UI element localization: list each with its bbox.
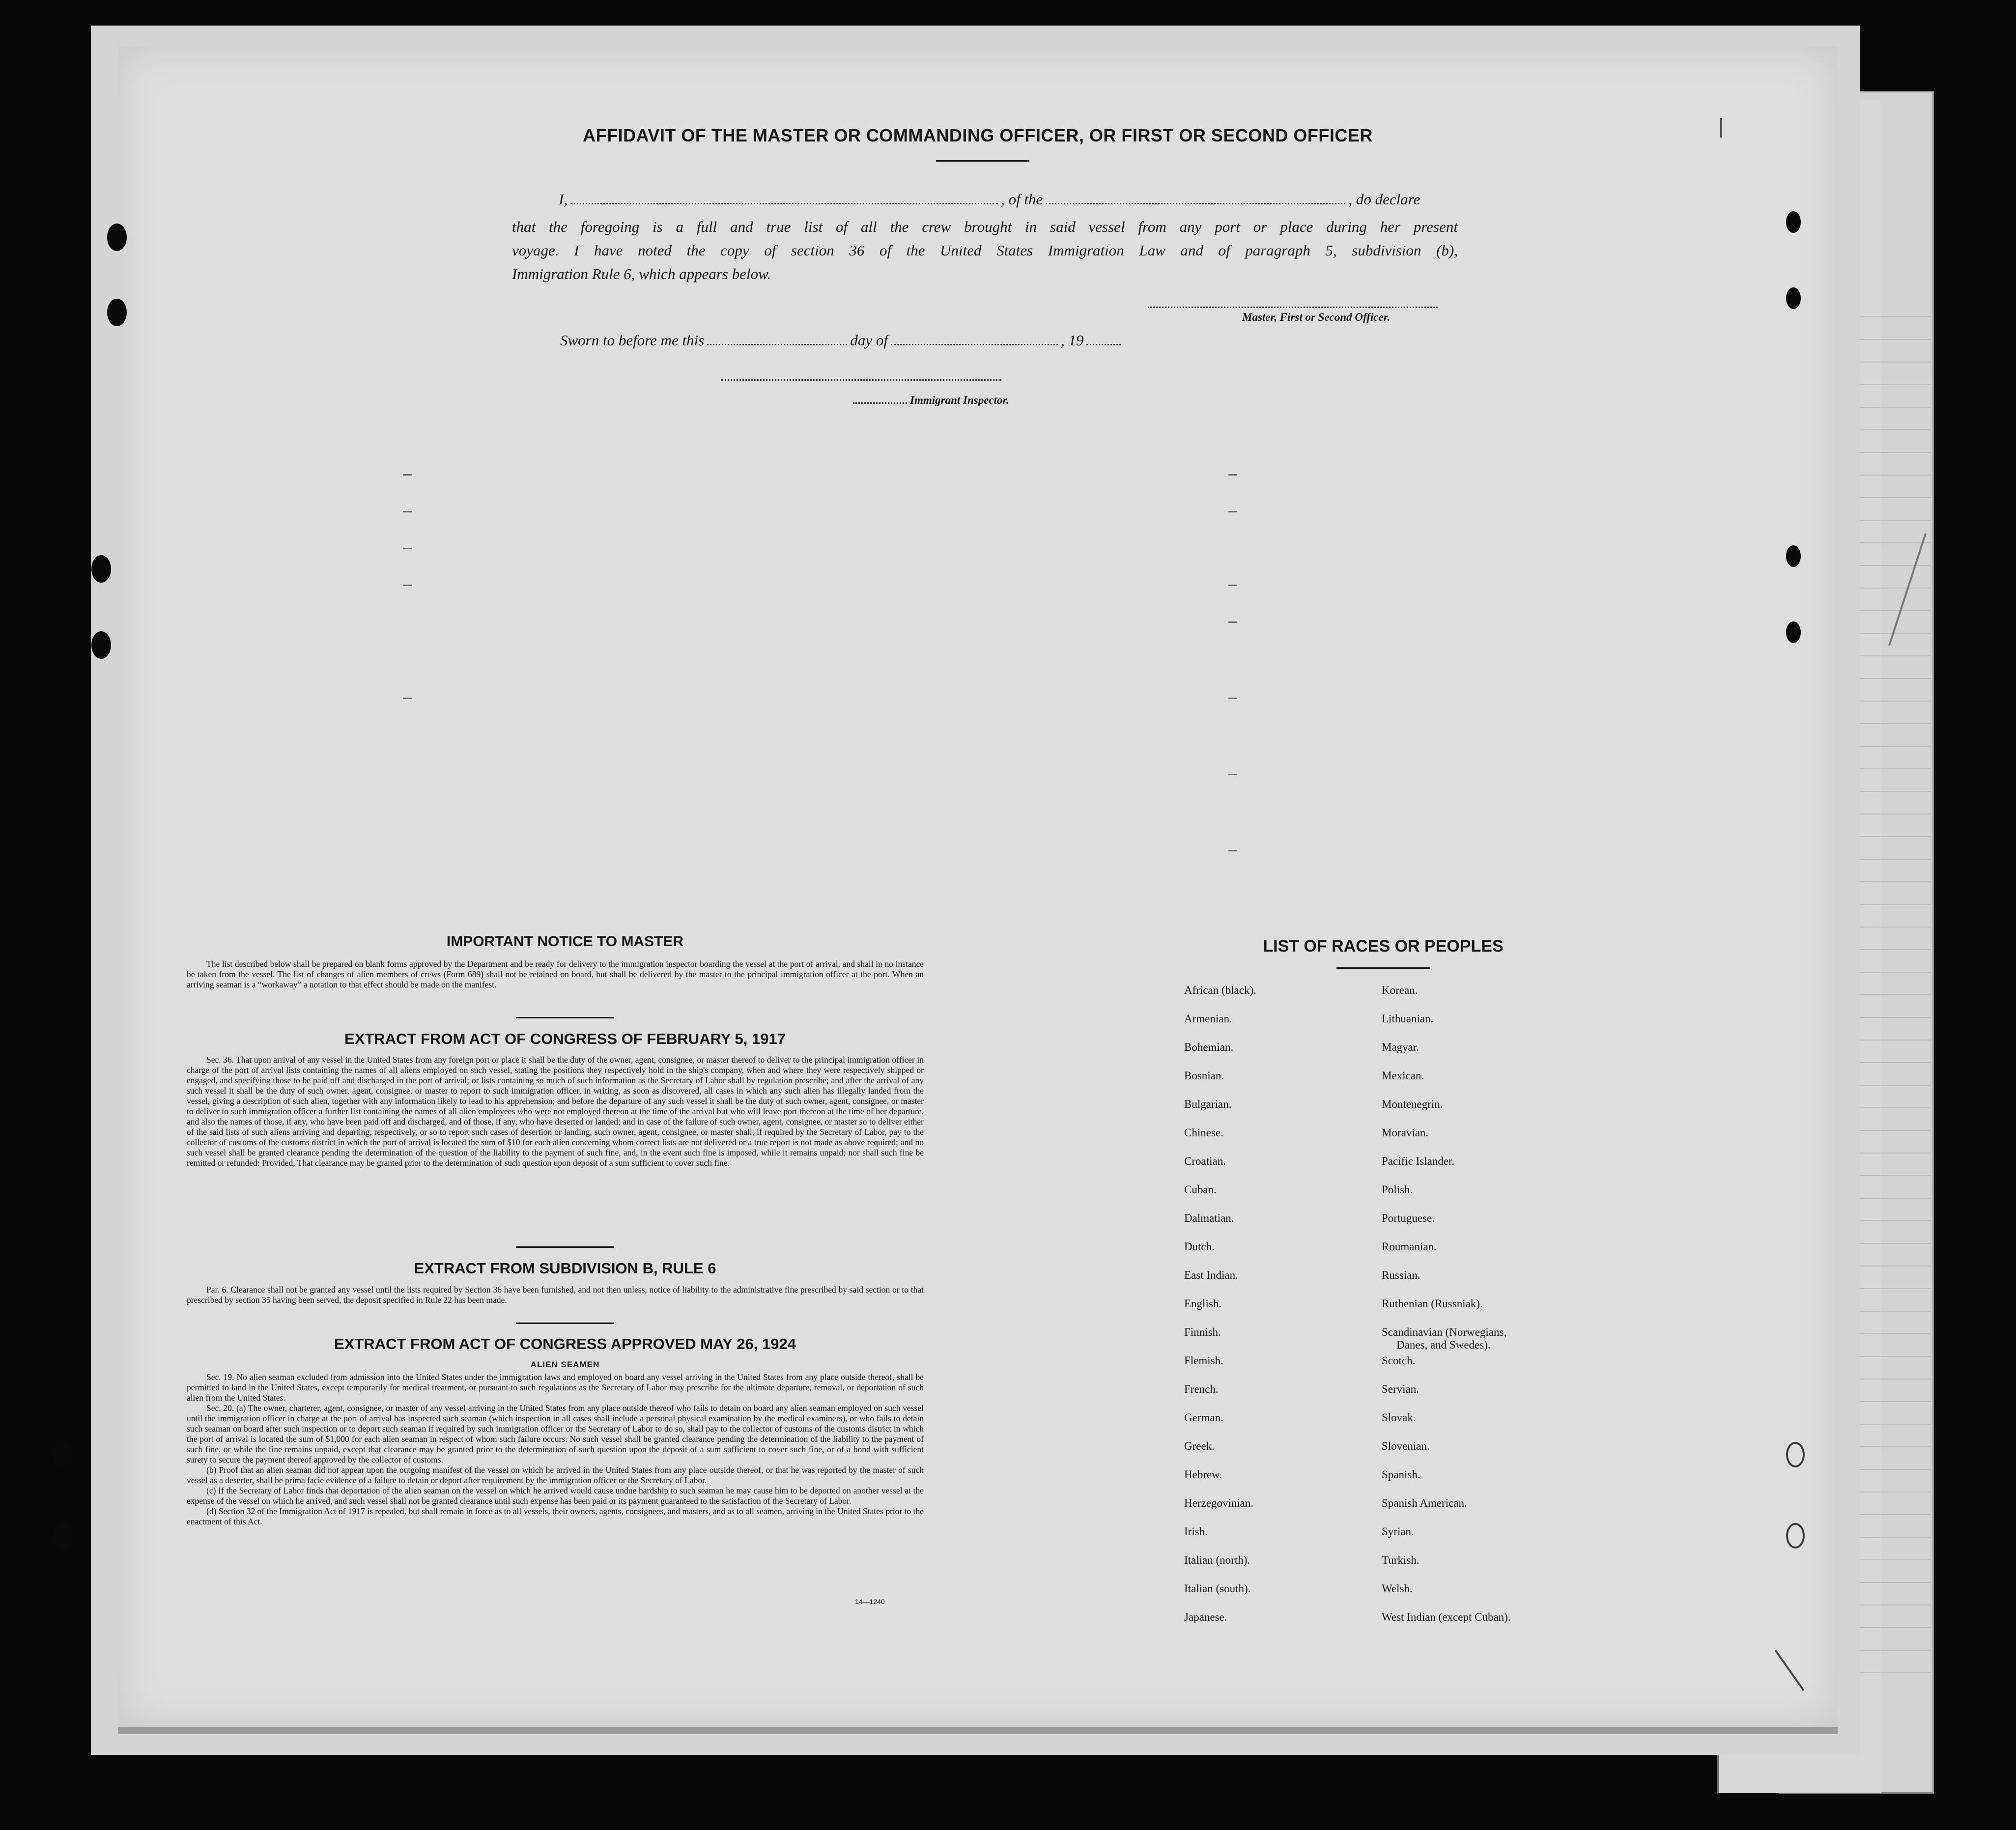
race-item: Dutch. [1184,1240,1215,1253]
rule6-paragraph: Par. 6. Clearance shall not be granted any vessel until the lists required by Section 36 have been furnished, and not then unless, notice of liability to the administrative fine prescribed by said section or to that prescribed by section 35 having been served, the deposit specified in Rule 22 has been made. [187,1285,924,1305]
race-item: Finnish. [1184,1326,1221,1338]
section-rule [516,1323,614,1324]
binder-hole [1786,1523,1805,1548]
page-bottom-edge [118,1727,1838,1734]
notice-paragraph: The list described below shall be prepared on blank forms approved by the Department and be ready for delivery to the immigration inspector boarding the vessel at the port of arrival, and shall in no instance be taken from the vessel. The list of changes of alien members of crews (Form 689) shall not be retained on board, but shall be delivered by the master to the principal immigration officer at the port. When an arriving seaman is a “workaway” a notation to that effect should be made on the manifest. [187,959,924,989]
sec-20b-paragraph: (b) Proof that an alien seaman did not appear upon the outgoing manifest of the vessel on which he arrived in the United States from any place outside thereof, or that he was reported by the master of such vessel as a deserter, shall be prima facie evidence of a failure to detain or deport after requirement by the immigration officer or the Secretary of Labor. [187,1465,924,1485]
binder-hole [1786,211,1801,233]
race-item: Portuguese. [1382,1212,1435,1224]
race-item: Scotch. [1382,1354,1416,1367]
race-item: Armenian. [1184,1013,1232,1025]
bleed-mark [1228,774,1237,775]
race-item: Italian (north). [1184,1554,1250,1566]
race-item: Hebrew. [1184,1468,1222,1481]
notice-text [187,959,924,990]
sworn-year-field[interactable] [1086,342,1121,345]
bleed-mark [1228,621,1237,623]
binder-hole [1786,287,1801,309]
race-item: French. [1184,1383,1219,1395]
races-title: LIST OF RACES OR PEOPLES [1263,937,1504,956]
binder-hole [91,631,111,659]
vessel-name-field[interactable] [1046,201,1345,204]
binder-hole [1786,621,1801,643]
sec-19-paragraph: Sec. 19. No alien seaman excluded from admission into the United States under the immigration laws and employed on board any vessel arriving in the United States from any place outside thereof, shall be permitted to land in the United States, except temporarily for medical treatment, or pursuant to such regulations as the Secretary of Labor may prescribe for the ultimate departure, removal, or deportation of such alien from the United States. [187,1372,924,1403]
sec-20d-paragraph: (d) Section 32 of the Immigration Act of 1917 is repealed, but shall remain in force as to all vessels, their owners, agents, consignees, and masters, and as to all seamen, arriving in the United States prior to the enactment of this Act. [187,1506,924,1526]
race-item: East Indian. [1184,1269,1238,1281]
section-rule [516,1017,614,1018]
extract-1917-title: EXTRACT FROM ACT OF CONGRESS OF FEBRUARY 5, 1917 [344,1030,786,1047]
inspector-signature-lead [853,400,907,404]
sworn-month-field[interactable] [891,342,1058,345]
races-title-rule [1336,967,1430,969]
race-item: Scandinavian (Norwegians, [1382,1326,1507,1338]
race-item: Montenegrin. [1382,1098,1443,1110]
race-item: Dalmatian. [1184,1212,1234,1224]
race-item: Welsh. [1382,1582,1413,1595]
race-item: Danes, and Swedes). [1396,1339,1491,1351]
race-item: Ruthenian (Russniak). [1382,1297,1483,1310]
alien-seamen-subtitle: ALIEN SEAMEN [530,1360,600,1369]
pen-mark [1720,118,1722,138]
race-item: Roumanian. [1382,1240,1437,1253]
inspector-signature-field[interactable] [721,377,1001,381]
affidavit-body [512,215,1458,286]
affidavit-declaration-line [559,191,1420,208]
year-label: , 19 [1060,332,1084,349]
race-item: Slovenian. [1382,1440,1430,1452]
bleed-mark [1228,474,1237,476]
race-item: Spanish. [1382,1468,1420,1481]
bleed-mark [403,585,412,586]
affidavit-text-line: that the foregoing is a full and true list of all the crew brought in said vessel from any port or place during her present [512,218,1458,235]
section-36-paragraph: Sec. 36. That upon arrival of any vessel in the United States from any foreign port or place it shall be the duty of the owner, agent, consignee, or master thereof to deliver to the principal immigration officer in charge of the port of arrival lists containing the names of all aliens employed on such vessel, stating the positions they respectively hold in the ship's company, when and where they were respectively shipped or engaged, and specifying those to be paid off and discharged in the port of arrival; or lists containing so much of such information as the Secretary of Labor shall by regulation prescribe; and after the arrival of any such vessel it shall be the duty of such owner, agent, consignee, or master to report to such immigration officer, in writing, as soon as discovered, all cases in which any such alien has illegally landed from the vessel, giving a description of such alien, together with any information likely to lead to his apprehension; and before the departure of any such vessel it shall be the duty of such owner, agent, consignee, or master to deliver to such immigration officer a further list containing the names of all alien employees who were not employed thereon at the time of the arrival but who will leave port thereon at the time of her departure, and also the names of those, if any, who have been paid off and discharged, and of those, if any, who have deserted or landed; and in case of the failure of such owner, agent, consignee, or master so to deliver either of the said lists of such aliens arriving and departing, respectively, or so to report such cases of desertion or landing, such owner, agent, consignee, or master shall, if required by the Secretary of Labor, pay to the collector of customs of the customs district in which the port of arrival is located the sum of $10 for each alien concerning whom correct lists are not delivered or a true report is not made as above required; and no such vessel shall be granted clearance pending the determination of the question of the liability to the payment of such fine, and, in the event such fine is imposed, while it remains unpaid; nor shall such fine be remitted or refunded: Provided, That clearance may be granted prior to the determination of such question upon deposit of a sum sufficient to cover such fine. [187,1055,924,1168]
race-item: Japanese. [1184,1611,1227,1623]
race-item: Moravian. [1382,1126,1429,1139]
race-item: African (black). [1184,984,1256,996]
race-item: Servian. [1382,1383,1420,1395]
race-item: Turkish. [1382,1554,1420,1566]
i-label: I, [559,191,568,208]
bleed-mark [403,511,412,512]
race-item: Spanish American. [1382,1497,1467,1509]
sworn-label: Sworn to before me this [560,332,705,349]
race-item: Pacific Islander. [1382,1155,1455,1167]
bleed-mark [403,548,412,549]
title-rule [936,160,1029,162]
bleed-mark [1228,698,1237,699]
binder-hole [53,1523,73,1550]
sworn-day-field[interactable] [707,342,847,345]
extract-1917-text [187,1055,924,1168]
day-of-label: day of [850,332,888,349]
bleed-mark [403,474,412,476]
section-rule [516,1246,614,1248]
race-item: Korean. [1382,984,1418,996]
binder-hole [53,1439,73,1467]
race-item: English. [1184,1297,1222,1310]
race-item: Italian (south). [1184,1582,1251,1595]
race-item: Irish. [1184,1525,1208,1538]
race-item: Russian. [1382,1269,1420,1281]
sec-20c-paragraph: (c) If the Secretary of Labor finds that deportation of the alien seaman on the vessel on which he arrived would cause undue hardship to such seaman he may cause him to be deported on another vessel at the expense of the vessel on which he arrived, and such vessel shall not be granted clearance until such expense has been paid or its payment guaranteed to the satisfaction of the Secretary of Labor. [187,1486,924,1506]
bleed-mark [1228,850,1237,851]
binder-hole [107,299,127,326]
race-item: Bosnian. [1184,1070,1224,1082]
binder-hole [107,224,127,251]
race-item: Bohemian. [1184,1041,1234,1053]
affidavit-text-line: voyage. I have noted the copy of section 36 of the United States Immigration Law and of paragraph 5, subdivision (b), [512,242,1458,259]
inspector-signature-label: Immigrant Inspector. [910,394,1009,406]
officer-name-field[interactable] [570,201,998,204]
extract-1924-title: EXTRACT FROM ACT OF CONGRESS APPROVED MAY 26, 1924 [334,1335,796,1352]
of-the-label: , of the [1001,191,1043,208]
race-item: Croatian. [1184,1155,1226,1167]
race-item: Magyar. [1382,1041,1420,1053]
binder-hole [1786,1442,1805,1467]
extract-1924-text [187,1372,924,1527]
race-item: Slovak. [1382,1411,1416,1424]
do-declare-label: , do declare [1348,191,1420,208]
race-item: Polish. [1382,1183,1413,1196]
race-item: Syrian. [1382,1525,1414,1538]
extract-rule6-text [187,1285,924,1305]
race-item: Bulgarian. [1184,1098,1232,1110]
race-item: West Indian (except Cuban). [1382,1611,1511,1623]
extract-rule6-title: EXTRACT FROM SUBDIVISION B, RULE 6 [414,1260,716,1277]
race-item: Mexican. [1382,1070,1424,1082]
bleed-mark [403,698,412,699]
binder-hole [1786,545,1801,567]
affidavit-title: AFFIDAVIT OF THE MASTER OR COMMANDING OFFICER, OR FIRST OR SECOND OFFICER [583,125,1373,145]
race-item: Greek. [1184,1440,1215,1452]
race-item: Chinese. [1184,1126,1223,1139]
sec-20a-paragraph: Sec. 20. (a) The owner, charterer, agent, consignee, or master of any vessel arriving in the United States from any place outside thereof who fails to detain on board any alien seaman employed on such vessel until the immigration officer in charge at the port of arrival has inspected such seaman (which inspection in all cases shall include a personal physical examination by the medical examiners), or who fails to detain such seaman on board after such inspection or to deport such seaman if required by such immigration officer or the Secretary of Labor to do so, shall pay to the collector of customs of the customs district in which the port of arrival is located the sum of $1,000 for each alien seaman in respect of whom such failure occurs. No such vessel shall be granted clearance pending the determination of the liability to the payment of such fine, or while the fine remains unpaid, except that clearance may be granted prior to the determination of such question upon the deposit of a sum sufficient to cover such fine, or of a bond with sufficient surety to secure the payment thereof approved by the collector of customs. [187,1403,924,1464]
master-signature-label: Master, First or Second Officer. [1242,311,1391,323]
notice-title: IMPORTANT NOTICE TO MASTER [446,933,684,950]
race-item: Herzegovinian. [1184,1497,1254,1509]
race-item: Lithuanian. [1382,1013,1434,1025]
binder-hole [91,555,111,583]
race-item: Flemish. [1184,1354,1223,1367]
race-item: Cuban. [1184,1183,1217,1196]
race-item: German. [1184,1411,1223,1424]
bleed-mark [1228,585,1237,586]
affidavit-text-line: Immigration Rule 6, which appears below. [512,265,771,282]
sworn-line [560,332,1124,349]
bleed-mark [1228,511,1237,512]
form-number: 14—1240 [855,1598,885,1605]
master-signature-field[interactable] [1148,305,1438,308]
